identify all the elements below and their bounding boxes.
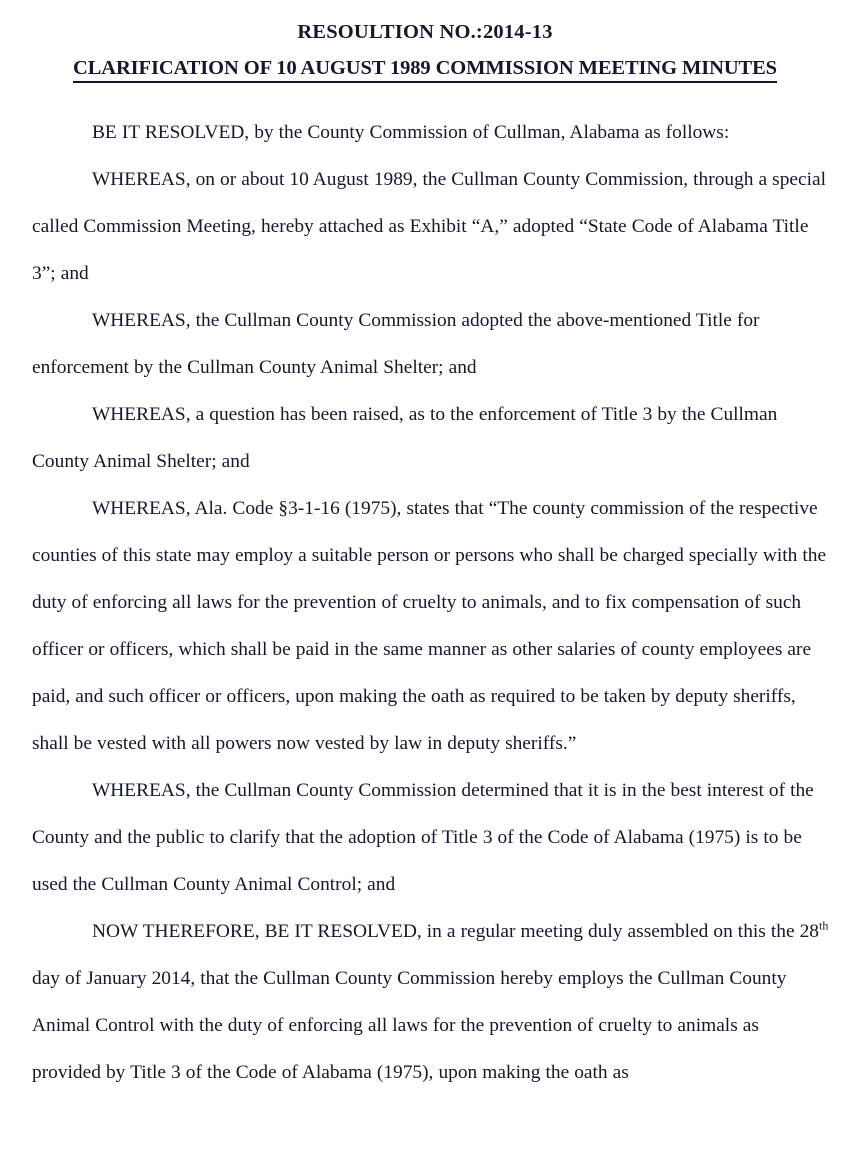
document-heading-block: [0, 0, 850, 83]
paragraph-whereas-exhibit-a: WHEREAS, on or about 10 August 1989, the Cullman County Commission, through a special called Commission Meeting, hereby attached as Exhibit “A,” adopted “State Code of Alabama Title 3”; and: [32, 169, 827, 285]
subject-heading: CLARIFICATION OF 10 AUGUST 1989 COMMISSION MEETING MINUTES: [73, 58, 777, 84]
paragraph-whereas-statute-quote: WHEREAS, Ala. Code §3-1-16 (1975), states that “The county commission of the respective counties of this state may employ a suitable person or persons who shall be charged specially with the duty of enforcing all laws for the prevention of cruelty to animals, and to fix compensation of such officer or officers, which shall be paid in the same manner as other salaries of county employees are paid, and such officer or officers, upon making the oath as required to be taken by deputy sheriffs, shall be vested with all powers now vested by law in deputy sheriffs.”: [32, 498, 827, 755]
subject-heading-wrapper: [0, 58, 850, 84]
ordinal-suffix-th: th: [819, 918, 829, 933]
now-therefore-text-part-2: day of January 2014, that the Cullman County Commission hereby employs the Cullman County Animal Control with the duty of enforcing all laws for the prevention of cruelty to animals as provided by Title 3 of the Code of Alabama (1975), upon making the oath as: [32, 968, 787, 1084]
resolution-number-heading: RESOULTION NO.:2014-13: [297, 21, 553, 43]
paragraph-whereas-question-raised: WHEREAS, a question has been raised, as to the enforcement of Title 3 by the Cullman County Animal Shelter; and: [32, 404, 778, 473]
paragraph-now-therefore: [32, 908, 830, 1096]
paragraph-whereas-adoption-for-enforcement: WHEREAS, the Cullman County Commission adopted the above-mentioned Title for enforcement by the Cullman County Animal Shelter; and: [32, 310, 760, 379]
paragraph-whereas-best-interest: WHEREAS, the Cullman County Commission determined that it is in the best interest of the County and the public to clarify that the adoption of Title 3 of the Code of Alabama (1975) is to be used the Cullman County Animal Control; and: [32, 780, 814, 896]
document-body: [0, 109, 850, 1096]
now-therefore-text-part-1: NOW THEREFORE, BE IT RESOLVED, in a regular meeting duly assembled on this the 28: [92, 921, 820, 943]
paragraph-be-it-resolved: BE IT RESOLVED, by the County Commission of Cullman, Alabama as follows:: [92, 122, 730, 144]
